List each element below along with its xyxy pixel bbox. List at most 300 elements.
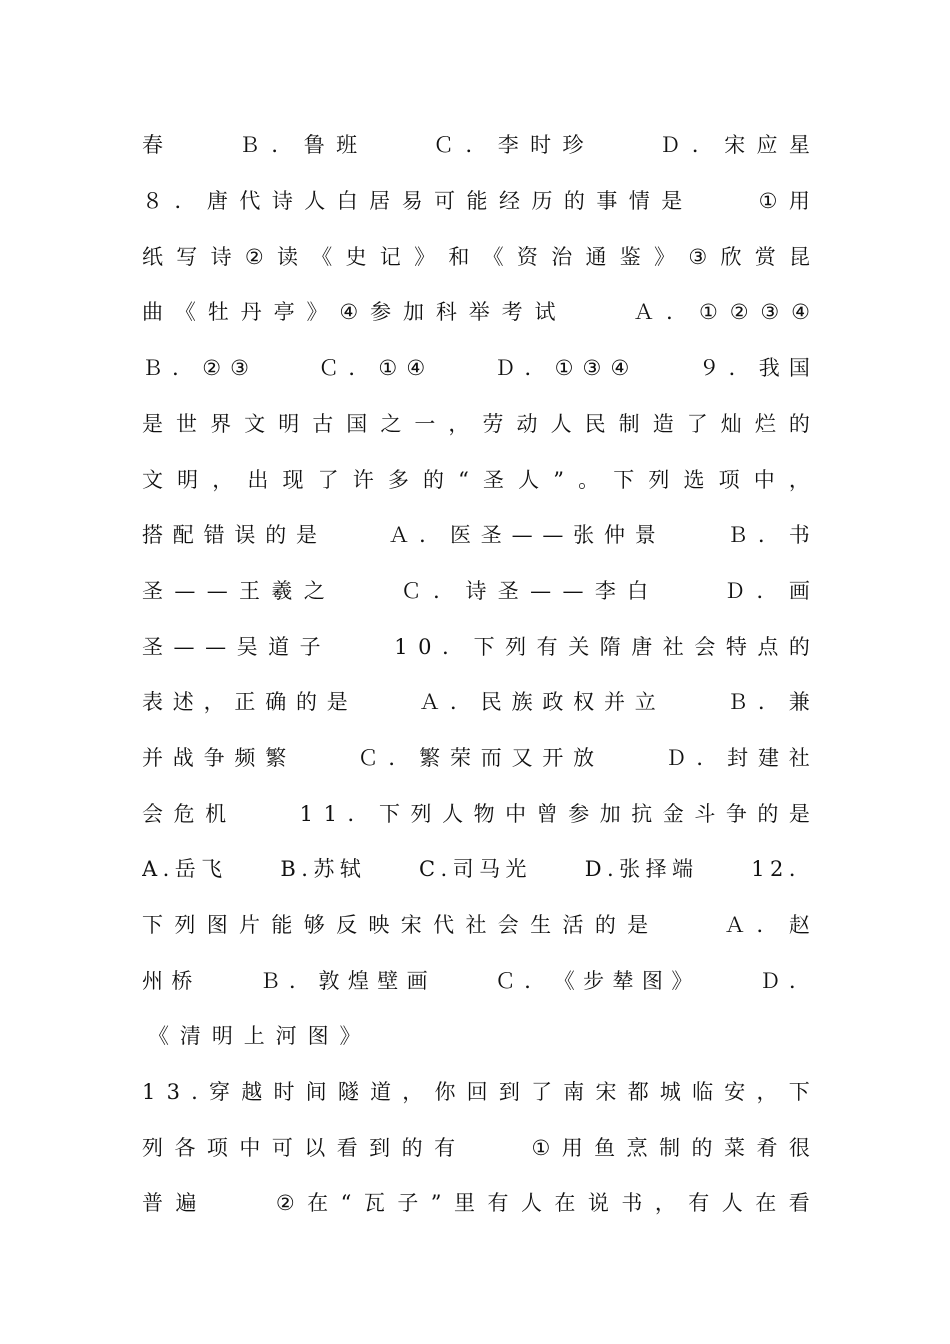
text-glyph: 圣	[497, 579, 519, 603]
text-glyph: ②	[244, 245, 264, 269]
text-glyph: Ａ	[724, 913, 746, 937]
text-glyph: 列	[410, 802, 432, 826]
text-line-13	[142, 799, 810, 829]
text-glyph: 张	[573, 523, 595, 547]
text-glyph: 张	[619, 857, 641, 881]
text-glyph: ．	[756, 579, 778, 603]
text-glyph: 放	[573, 746, 595, 770]
text-glyph: 是	[627, 913, 649, 937]
text-glyph: 是	[326, 690, 348, 714]
text-line-4	[142, 297, 810, 327]
text-glyph: 普	[142, 1191, 163, 1215]
text-glyph: 马	[479, 857, 501, 881]
text-glyph: 赏	[754, 245, 776, 269]
text-glyph: 会	[142, 802, 163, 826]
text-glyph	[201, 966, 222, 996]
text-glyph: 1	[323, 802, 337, 826]
text-glyph: 下	[788, 1080, 810, 1104]
text-glyph	[567, 297, 588, 327]
text-glyph: 圣	[142, 579, 163, 603]
text-glyph: 族	[511, 690, 533, 714]
text-line-3	[142, 242, 810, 272]
text-glyph	[600, 297, 621, 327]
text-glyph: 壁	[377, 969, 399, 993]
text-glyph: 明	[177, 468, 199, 492]
text-glyph: 兼	[788, 690, 810, 714]
text-glyph	[336, 576, 357, 606]
text-line-7	[142, 465, 810, 495]
text-glyph: ．	[757, 690, 779, 714]
text-glyph: 会	[694, 635, 716, 659]
text-glyph: ③	[688, 245, 708, 269]
text-glyph: 动	[516, 412, 538, 436]
text-glyph: 2	[770, 857, 784, 881]
text-glyph: 仲	[603, 523, 625, 547]
text-glyph: 加	[599, 802, 621, 826]
text-glyph: 人	[550, 412, 572, 436]
text-glyph: 人	[518, 468, 540, 492]
text-glyph: 能	[466, 189, 488, 213]
text-glyph: 了	[686, 412, 708, 436]
text-glyph: 间	[305, 1080, 327, 1104]
text-glyph	[725, 854, 746, 884]
text-glyph: 在	[307, 1191, 329, 1215]
text-glyph: 宋	[724, 133, 746, 157]
text-glyph: C	[419, 857, 436, 881]
text-glyph	[499, 1133, 520, 1163]
text-glyph: 争	[203, 746, 225, 770]
text-glyph: 李	[497, 133, 519, 157]
text-glyph: ，	[788, 468, 810, 492]
text-glyph: 立	[634, 690, 656, 714]
text-glyph: 都	[627, 1080, 649, 1104]
text-glyph: Ｂ	[727, 690, 749, 714]
text-glyph: 政	[542, 690, 564, 714]
text-glyph: 牡	[207, 300, 229, 324]
text-glyph: 中	[753, 468, 775, 492]
text-glyph: 唐	[631, 635, 653, 659]
text-glyph: 《	[311, 245, 333, 269]
text-glyph: “	[458, 468, 469, 492]
text-glyph: 鱼	[594, 1136, 616, 1160]
text-glyph: 隧	[337, 1080, 359, 1104]
text-glyph	[296, 743, 317, 773]
text-glyph: 加	[402, 300, 424, 324]
text-glyph: 抗	[631, 802, 653, 826]
text-glyph: 反	[336, 913, 358, 937]
text-glyph: ．	[465, 133, 487, 157]
text-glyph: 隋	[599, 635, 621, 659]
text-glyph: 曲	[142, 300, 163, 324]
text-glyph: 可	[434, 189, 456, 213]
text-glyph: ，	[756, 1080, 778, 1104]
text-glyph	[327, 520, 348, 550]
text-glyph: 一	[414, 412, 436, 436]
text-glyph: Ｄ	[665, 746, 687, 770]
text-glyph: 烂	[754, 412, 776, 436]
text-glyph: 昆	[789, 245, 810, 269]
text-glyph	[207, 130, 228, 160]
text-glyph: ．	[388, 746, 410, 770]
text-glyph: 》	[654, 245, 676, 269]
text-glyph: 曾	[536, 802, 558, 826]
text-glyph: 1	[751, 857, 765, 881]
text-glyph: 了	[531, 1080, 553, 1104]
text-glyph	[242, 1188, 263, 1218]
text-glyph: ④	[791, 300, 810, 324]
text-glyph: 点	[757, 635, 779, 659]
text-glyph: 瓦	[363, 1191, 385, 1215]
text-glyph: 我	[758, 356, 780, 380]
text-glyph: 1	[299, 802, 314, 826]
text-glyph: 肴	[756, 1136, 778, 1160]
text-glyph: 班	[336, 133, 358, 157]
text-line-2	[142, 186, 810, 216]
text-glyph: 有	[487, 1191, 509, 1215]
text-glyph: 安	[724, 1080, 746, 1104]
text-glyph: 人	[304, 189, 326, 213]
text-glyph: ”	[553, 468, 564, 492]
text-glyph: Ｃ	[400, 579, 422, 603]
text-glyph: ．	[433, 579, 455, 603]
text-glyph: 制	[618, 412, 640, 436]
text-glyph: 》	[671, 969, 693, 993]
text-glyph: 1	[142, 1080, 156, 1104]
text-glyph: ①	[554, 356, 574, 380]
text-glyph: ．	[728, 356, 750, 380]
text-glyph: —	[530, 579, 552, 603]
text-glyph: 列	[174, 913, 196, 937]
text-glyph	[730, 966, 751, 996]
text-glyph: 南	[563, 1080, 585, 1104]
text-glyph: 苏	[313, 857, 335, 881]
text-glyph: .	[191, 1080, 198, 1104]
text-glyph: 春	[142, 133, 163, 157]
text-glyph: 民	[480, 690, 502, 714]
text-glyph: 中	[505, 802, 527, 826]
text-glyph: 错	[203, 523, 225, 547]
text-glyph: 社	[788, 746, 810, 770]
text-glyph: 又	[511, 746, 533, 770]
text-glyph: Ｂ	[259, 969, 281, 993]
text-glyph: —	[562, 579, 584, 603]
text-glyph: 医	[449, 523, 471, 547]
text-glyph: 荣	[449, 746, 471, 770]
text-glyph: 赵	[788, 913, 810, 937]
text-glyph: 诗	[465, 579, 487, 603]
text-glyph	[268, 799, 289, 829]
text-glyph: 亭	[273, 300, 295, 324]
text-glyph: 有	[688, 1191, 710, 1215]
text-glyph: 治	[551, 245, 573, 269]
text-glyph: 之	[303, 579, 325, 603]
text-glyph: 越	[241, 1080, 263, 1104]
text-glyph: Ｄ	[724, 579, 746, 603]
text-glyph: 唐	[206, 189, 228, 213]
text-glyph: 经	[498, 189, 520, 213]
text-glyph: 机	[205, 802, 227, 826]
text-glyph: ”	[430, 1191, 442, 1215]
text-glyph: ，	[203, 690, 225, 714]
text-glyph: ①	[378, 356, 398, 380]
text-glyph: ．	[348, 356, 370, 380]
text-glyph: 的	[265, 523, 287, 547]
text-line-1	[142, 130, 810, 160]
text-glyph: ，	[448, 412, 470, 436]
text-glyph: 你	[434, 1080, 456, 1104]
text-glyph: 》	[414, 245, 436, 269]
text-glyph: 白	[336, 189, 358, 213]
text-glyph: 并	[603, 690, 625, 714]
text-glyph: ．	[691, 133, 713, 157]
text-glyph: 光	[505, 857, 527, 881]
text-glyph: “	[340, 1191, 352, 1215]
text-glyph: 居	[369, 189, 391, 213]
text-glyph: ．	[449, 690, 471, 714]
text-glyph: D	[584, 857, 602, 881]
text-glyph: 历	[531, 189, 553, 213]
text-glyph	[434, 353, 455, 383]
text-glyph: 资	[516, 245, 538, 269]
text-glyph: 封	[727, 746, 749, 770]
text-line-19	[142, 1133, 810, 1163]
text-glyph: 鉴	[619, 245, 641, 269]
text-glyph: —	[542, 523, 564, 547]
text-glyph: 城	[659, 1080, 681, 1104]
text-glyph	[464, 353, 485, 383]
text-glyph	[327, 743, 348, 773]
text-glyph: 中	[239, 1136, 261, 1160]
text-glyph: 《	[174, 300, 196, 324]
text-glyph: 是	[661, 189, 683, 213]
text-glyph	[366, 854, 387, 884]
text-glyph: 考	[501, 300, 523, 324]
text-glyph: ．	[347, 802, 369, 826]
text-glyph: Ｃ	[357, 746, 379, 770]
text-glyph: 州	[142, 969, 163, 993]
text-glyph: 是	[142, 412, 163, 436]
text-glyph	[692, 576, 713, 606]
text-glyph: 回	[466, 1080, 488, 1104]
text-glyph: 列	[142, 1136, 163, 1160]
text-glyph: Ｃ	[433, 133, 455, 157]
text-glyph: 子	[299, 635, 321, 659]
text-glyph: 《	[482, 245, 504, 269]
text-glyph: 纸	[142, 245, 163, 269]
text-glyph	[660, 910, 681, 940]
text-glyph: 飞	[201, 857, 223, 881]
text-glyph: Ｂ	[239, 133, 261, 157]
text-glyph: Ｄ	[759, 969, 781, 993]
text-glyph: 鲁	[303, 133, 325, 157]
text-glyph: 而	[480, 746, 502, 770]
text-glyph	[237, 799, 258, 829]
text-glyph: 以	[304, 1136, 326, 1160]
text-glyph: 看	[336, 1136, 358, 1160]
text-glyph	[358, 687, 379, 717]
text-glyph: 各	[174, 1136, 196, 1160]
text-glyph	[666, 687, 687, 717]
text-glyph: 并	[142, 746, 163, 770]
text-glyph	[258, 353, 279, 383]
text-glyph: 在	[554, 1191, 576, 1215]
text-glyph: 书	[621, 1191, 643, 1215]
text-glyph: Ｄ	[494, 356, 516, 380]
text-glyph: 权	[573, 690, 595, 714]
text-glyph: 的	[401, 1136, 423, 1160]
text-glyph: 的	[563, 189, 585, 213]
text-glyph: 斗	[694, 802, 716, 826]
text-glyph: 建	[757, 746, 779, 770]
text-glyph	[668, 353, 689, 383]
text-glyph: 景	[634, 523, 656, 547]
text-glyph: ③	[582, 356, 602, 380]
text-glyph: 步	[583, 969, 605, 993]
text-glyph: 李	[594, 579, 616, 603]
text-glyph: 遍	[175, 1191, 197, 1215]
text-glyph: 会	[497, 913, 519, 937]
text-glyph	[230, 966, 251, 996]
text-line-15	[142, 910, 810, 940]
text-glyph: 煌	[347, 969, 369, 993]
text-line-5	[142, 353, 810, 383]
text-glyph	[401, 130, 422, 160]
text-glyph	[393, 854, 414, 884]
text-glyph: 和	[448, 245, 470, 269]
text-glyph: 吴	[236, 635, 258, 659]
text-glyph: 下	[473, 635, 495, 659]
text-glyph: 界	[210, 412, 232, 436]
text-glyph: —	[173, 635, 195, 659]
text-glyph: 表	[142, 690, 163, 714]
text-glyph: 》	[306, 300, 328, 324]
text-glyph: 了	[317, 468, 339, 492]
text-glyph: 白	[627, 579, 649, 603]
text-glyph: B	[280, 857, 296, 881]
text-glyph: 的	[788, 635, 810, 659]
text-glyph: ①	[531, 1136, 551, 1160]
text-glyph	[368, 576, 389, 606]
text-glyph	[660, 576, 681, 606]
text-glyph	[558, 854, 579, 884]
text-glyph: 的	[757, 802, 779, 826]
text-glyph: 繁	[265, 746, 287, 770]
text-line-9	[142, 576, 810, 606]
text-glyph: 圣	[480, 523, 502, 547]
text-glyph: 看	[788, 1191, 810, 1215]
text-glyph: 够	[303, 913, 325, 937]
text-glyph: 有	[536, 635, 558, 659]
text-glyph: .	[301, 857, 308, 881]
text-glyph: 择	[645, 857, 667, 881]
text-glyph: —	[174, 579, 196, 603]
text-glyph	[209, 1188, 230, 1218]
text-glyph: 国	[346, 412, 368, 436]
text-glyph	[254, 854, 275, 884]
text-glyph: 记	[379, 245, 401, 269]
text-glyph: 的	[295, 690, 317, 714]
text-glyph: 战	[172, 746, 194, 770]
text-glyph: 代	[239, 189, 261, 213]
text-glyph: 情	[628, 189, 650, 213]
text-glyph: 端	[671, 857, 693, 881]
text-glyph: 繁	[419, 746, 441, 770]
text-line-12	[142, 743, 810, 773]
text-glyph: 画	[788, 579, 810, 603]
text-glyph: 有	[434, 1136, 456, 1160]
text-glyph: 文	[142, 468, 163, 492]
text-glyph: A	[142, 857, 158, 881]
text-glyph: 是	[295, 523, 317, 547]
text-glyph: 现	[282, 468, 304, 492]
text-glyph: 频	[234, 746, 256, 770]
text-glyph: 选	[683, 468, 705, 492]
text-glyph: 圣	[483, 468, 504, 492]
text-glyph	[666, 520, 687, 550]
text-glyph: 珍	[562, 133, 584, 157]
text-glyph	[692, 910, 713, 940]
text-glyph: 王	[239, 579, 261, 603]
text-glyph: 诗	[210, 245, 232, 269]
text-glyph	[726, 186, 747, 216]
text-glyph: 国	[788, 356, 810, 380]
text-glyph: ．	[788, 969, 810, 993]
text-glyph: 明	[278, 412, 300, 436]
text-glyph: 画	[406, 969, 428, 993]
text-glyph: 。	[578, 468, 600, 492]
text-glyph: 制	[659, 1136, 681, 1160]
text-glyph: ②	[202, 356, 222, 380]
text-glyph: 道	[370, 1080, 392, 1104]
text-glyph	[467, 1133, 488, 1163]
text-glyph	[331, 632, 352, 662]
text-glyph	[358, 520, 379, 550]
text-glyph: 菜	[723, 1136, 745, 1160]
text-glyph: ，	[212, 468, 234, 492]
text-glyph: —	[511, 523, 533, 547]
text-glyph: 文	[244, 412, 266, 436]
text-glyph	[228, 854, 249, 884]
text-glyph: 3	[166, 1080, 180, 1104]
text-glyph: Ａ	[388, 523, 410, 547]
text-glyph	[288, 353, 309, 383]
text-glyph: ．	[419, 523, 441, 547]
text-glyph: 烹	[626, 1136, 648, 1160]
text-glyph: ．	[442, 635, 464, 659]
text-glyph: 穿	[209, 1080, 231, 1104]
text-glyph: 图	[206, 913, 228, 937]
text-glyph: —	[205, 635, 227, 659]
text-glyph: 宋	[595, 1080, 617, 1104]
text-glyph: ③	[760, 300, 780, 324]
text-glyph: .	[162, 857, 170, 881]
text-glyph: 片	[239, 913, 261, 937]
text-glyph: 物	[473, 802, 495, 826]
text-glyph	[604, 743, 625, 773]
text-glyph: 书	[788, 523, 810, 547]
text-glyph: 里	[454, 1191, 476, 1215]
text-glyph: 到	[498, 1080, 520, 1104]
text-glyph: 古	[312, 412, 334, 436]
text-glyph: ④	[610, 356, 630, 380]
text-glyph: 写	[176, 245, 198, 269]
text-glyph: 宋	[400, 913, 422, 937]
text-glyph: 社	[662, 635, 684, 659]
text-glyph: 《	[553, 969, 575, 993]
text-glyph: 述	[172, 690, 194, 714]
text-glyph: 人	[721, 1191, 743, 1215]
text-glyph	[635, 743, 656, 773]
